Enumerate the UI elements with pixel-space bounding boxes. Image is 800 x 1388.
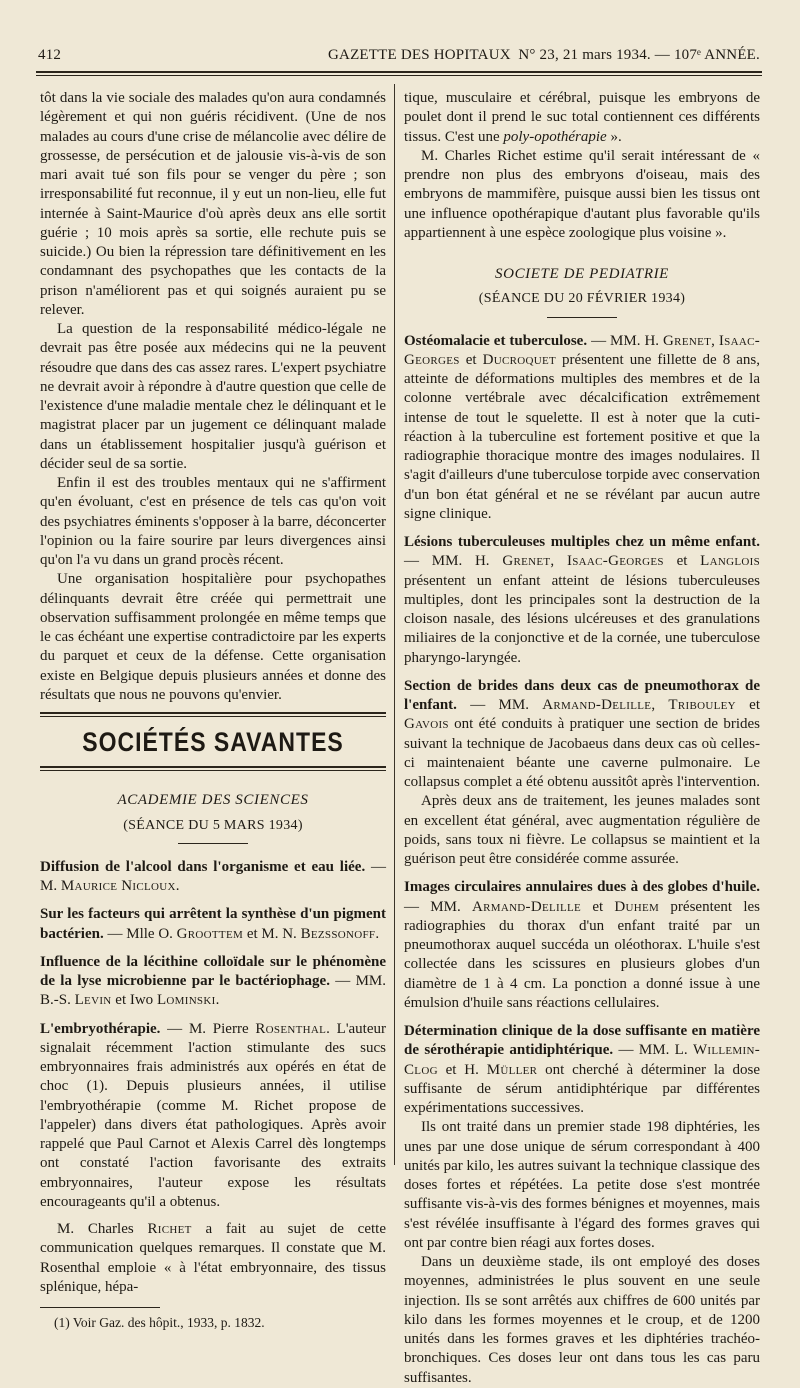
- author-name: Richet: [147, 1221, 192, 1237]
- entry-text: ,: [711, 332, 719, 349]
- left-column: [40, 89, 386, 1332]
- paragraph: [404, 89, 760, 147]
- entry-text: présentent les radiographies du thorax d'un enfant traité par un pneumothorax auquel succéda un oléothorax. L'huile s'est collectée dans les scissures en plusieurs globes d'un diamètre de 1 à 4 cm. La ponction a donné issue à une émulsion d'huile sans réactions cellulaires.: [404, 898, 760, 1011]
- entry-title: Détermination clinique de la dose suffisante en matière de sérothérapie antidiphtérique.: [404, 1023, 760, 1059]
- column-divider: [394, 84, 395, 1165]
- author-name: Gavois: [404, 716, 449, 733]
- entry-text: ».: [606, 128, 622, 145]
- entry-text: .: [375, 925, 380, 942]
- entry-text: ,: [651, 697, 669, 713]
- author-name: Langlois: [700, 553, 761, 570]
- author-name: Grenet: [663, 332, 712, 349]
- entry-text: ont cherché à déterminer la dose suffisante de sérum antidiphtérique par différentes expérimentations successives.: [404, 1061, 760, 1116]
- entry-text: et: [735, 697, 761, 713]
- right-column: [404, 89, 760, 1388]
- author-name: Lominski: [156, 992, 216, 1009]
- entry-text: M. Charles: [57, 1221, 148, 1237]
- entry-text: . L'auteur signalait récemment l'action stimulante des sucs embryonnaires frais administrés aux opérés en état de choc (1). Depuis plusieurs années, il utilise l'embryothérapie (comme M. Richet propose de l'appeler) dans divers état pathologiques. Après avoir rappelé que Paul Carnot et Alexis Carrel dès longtemps ont constaté l'action favorisante des extraits embryonnaires, l'auteur expose les résultats encourageants qu'il a obtenus.: [40, 1020, 386, 1210]
- issue-info: N° 23, 21 mars 1934. — 107ᵉ ANNÉE.: [518, 47, 760, 63]
- entry-text: .: [215, 992, 220, 1009]
- entry-title: Lésions tuberculeuses multiples chez un même enfant.: [404, 534, 760, 550]
- author-name: Rosenthal: [255, 1020, 327, 1037]
- author-name: Duhem: [614, 898, 660, 915]
- page-number: 412: [38, 47, 62, 63]
- society-name: SOCIETE DE PEDIATRIE: [495, 266, 669, 282]
- paragraph: La question de la responsabilité médico-légale ne devrait pas être posée aux médecins qui ne la peuvent résoudre que dans des cas assez rares. L'expert psychiatre ne devrait avoir à répondre à d'autre question que celle de l'existence d'une maladie mentale chez le délinquant et le magistrat placer par un jugement ce délinquant malade dans un établissement hospitalier jusqu'à guérison et décider seul de sa sortie.: [40, 321, 386, 472]
- session-date: (SÉANCE DU 20 FÉVRIER 1934): [478, 291, 686, 307]
- running-header: [38, 47, 760, 69]
- entry-text: — MM.: [404, 898, 472, 915]
- entry-text: ,: [550, 553, 567, 570]
- entry-title: Ostéomalacie et tuberculose.: [404, 332, 588, 349]
- entry-text: et: [663, 553, 701, 570]
- entry-title: Diffusion de l'alcool dans l'organisme et eau liée.: [40, 858, 366, 875]
- entry-text: tique, musculaire et cérébral, puisque les embryons de poulet dont il prend le suc total contiennent ces différents tissus. C'est une: [404, 90, 760, 145]
- entry-text: .: [175, 878, 180, 894]
- society-name: ACADEMIE DES SCIENCES: [117, 792, 309, 809]
- entry-serotherapie: [404, 1022, 760, 1118]
- entry-text: ont été conduits à pratiquer une section de brides suivant la technique de Jacobaeus dans deux cas où celles-ci maintenaient béante une caverne pulmonaire. Le collapsus complet a été obtenu aussitôt après l'intervention.: [404, 716, 760, 790]
- entry-text: et: [459, 351, 483, 368]
- section-rule: [40, 766, 386, 771]
- author-name: Willemin-Clog: [404, 1042, 760, 1078]
- entry-osteomalacie: [404, 332, 760, 525]
- session-date: (SÉANCE DU 5 MARS 1934): [123, 817, 303, 833]
- author-name: Grenet: [502, 553, 551, 570]
- entry-pigment: [40, 905, 386, 944]
- author-name: Ducroquet: [482, 351, 557, 368]
- entry-embryotherapie: [40, 1020, 386, 1213]
- entry-title: Section de brides dans deux cas de pneumothorax de l'enfant.: [404, 677, 760, 713]
- entry-text: — MM. H.: [404, 553, 503, 570]
- paragraph: Une organisation hospitalière pour psychopathes délinquants devrait être créée qui permettrait une observation suffisamment prolongée en même temps que le cas échéant une expertise contradictoire par les experts du parquet et ceux de la défense. Cette organisation existe en Belgique depuis plusieurs années et donne des résultats que nous ne pouvons qu'envier.: [40, 571, 386, 703]
- entry-alcool: [40, 858, 386, 897]
- header-rule-thin: [36, 75, 762, 76]
- entry-title: Images circulaires annulaires dues à des globes d'huile.: [404, 879, 760, 896]
- entry-text: et Iwo: [111, 992, 157, 1009]
- footnote-rule: [40, 1307, 160, 1308]
- author-name: Müller: [486, 1061, 538, 1078]
- entry-text: — M. Pierre: [160, 1020, 256, 1037]
- paragraph: M. Charles Richet estime qu'il serait intéressant de « prendre non plus des embryons d'oiseau, mais des embryons de mammifère, puisque aussi bien les tissus ont une influence opothérapique d'autant plus favorable qu'ils appartiennent à une espèce zoologique plus voisine ».: [404, 147, 760, 241]
- paragraph: Enfin il est des troubles mentaux qui ne s'affirment qu'en évoluant, c'est en présence de tels cas qu'on voit des psychiatres éminents s'opposer à la barre, déconcerter l'opinion ou la faire sourire par leurs divergences ainsi qu'on l'a vu dans un grand procès récent.: [40, 475, 386, 568]
- entry-text: et H.: [437, 1061, 487, 1078]
- paragraph: Ils ont traité dans un premier stade 198 diphtéries, les unes par une dose unique de sérum correspondant à 400 unités par kilo, les autres suivant la technique classique des doses fortes et répétées. La petite dose s'est montrée suffisante vis-à-vis des formes bénignes et moyennes, mais s'est révélée insuffisante à l'égard des formes graves qui ont par contre bien réagi aux fortes doses.: [404, 1119, 760, 1251]
- paragraph: Après deux ans de traitement, les jeunes malades sont en excellent état général, avec augmentation régulière de poids, sans toux ni fièvre. Le collapsus se maintient et la guérison peut être considérée comme assurée.: [404, 793, 760, 867]
- paragraph: Dans un deuxième stade, ils ont employé des doses moyennes, administrées le plus souvent en une seule injection. Ils se sont arrêtés aux chiffres de 600 unités par kilo dans les formes moyennes et le croup, et de 1200 unités dans les formes graves et les diphtéries trachéo-bronchiques. Ces doses leur ont dans tous les cas paru suffisantes.: [404, 1254, 760, 1386]
- entry-text: — MM. L.: [613, 1042, 693, 1059]
- section-rule: [40, 712, 386, 717]
- author-name: Armand-Delille: [471, 898, 582, 915]
- entry-text: — M.: [40, 858, 387, 894]
- author-name: Tribouley: [668, 697, 736, 713]
- entry-text: — MM. H.: [587, 332, 664, 349]
- entry-images: [404, 878, 760, 1013]
- entry-lecithine: [40, 953, 386, 1011]
- author-name: Isaac-Georges: [404, 332, 761, 368]
- author-name: Bezssonoff: [300, 925, 376, 942]
- divider: [547, 317, 617, 318]
- header-rule: [36, 71, 762, 73]
- entry-lesions: [404, 533, 760, 668]
- author-name: Isaac-Georges: [566, 553, 664, 570]
- entry-title: Influence de la lécithine colloïdale sur le phénomène de la lyse microbienne par le bactériophage.: [40, 953, 386, 989]
- entry-text: et M. N.: [243, 925, 301, 942]
- paragraph: [40, 1220, 386, 1297]
- author-name: Levin: [74, 992, 112, 1009]
- entry-text: présentent un enfant atteint de lésions tuberculeuses multiples, dont les principales sont la destruction de la cloison nasale, des lésions ulcéreuses et des granulations miliaires de la conjonctive et de la cornée, une tuberculose pharyngo-laryngée.: [404, 572, 760, 666]
- entry-text: a fait au sujet de cette communication quelques remarques. Il constate que M. Rosenthal emploie « à l'état embryonnaire, des tissus splénique, hépa-: [40, 1221, 386, 1295]
- author-name: Maurice Nicloux: [60, 878, 176, 894]
- author-name: Groottem: [176, 925, 244, 942]
- journal-title: GAZETTE DES HOPITAUX: [328, 47, 511, 63]
- author-name: Armand-Delille: [542, 697, 652, 713]
- entry-text: présentent une fillette de 8 ans, atteinte de déformations multiples des membres et de la colonne vertébrale avec décalcification extrêmement intense de tout le squelette. Il est à noter que la cuti-réaction à la tuberculine est fortement positive et que la radiographie thoracique montre des images nodulaires. Il s'agit d'ailleurs d'une tuberculose torpide avec conservation d'un bon état général et ne se révélant par aucun autre signe clinique.: [404, 351, 760, 522]
- entry-text: — MM.: [456, 697, 543, 713]
- entry-text: — MM. B.-S.: [40, 973, 386, 1009]
- entry-brides: [404, 677, 760, 793]
- entry-title: Sur les facteurs qui arrêtent la synthèse d'un pigment bactérien.: [40, 906, 386, 942]
- entry-text: — Mlle O.: [103, 925, 177, 942]
- entry-title: L'embryothérapie.: [40, 1020, 161, 1037]
- paragraph: tôt dans la vie sociale des malades qu'on aura condamnés légèrement et qui non guéris récidivent. (Une de nos malades au cours d'une crise de mélancolie avec délire de grossesse, de persécution et de jalousie vis-à-vis de son mari avait tué son fils pour se venger du père ; son irresponsabilité fut reconnue, il y eut un non-lieu, elle fut internée à Saint-Maurice d'où après deux ans elle sortit guérie ; 10 mois après sa sortie, elle rechute puis se suicide.) Ou bien la répression tare définitivement en les condamnant des psychopathes que les contacts de la prison n'améliorent pas et qui soignés auraient pu se relever.: [40, 90, 386, 318]
- section-title: SOCIÉTÉS SAVANTES: [82, 726, 344, 757]
- footnote: (1) Voir Gaz. des hôpit., 1933, p. 1832.: [54, 1315, 265, 1330]
- italic-term: poly-opothérapie: [503, 128, 607, 145]
- entry-text: et: [581, 898, 615, 915]
- divider: [178, 843, 248, 844]
